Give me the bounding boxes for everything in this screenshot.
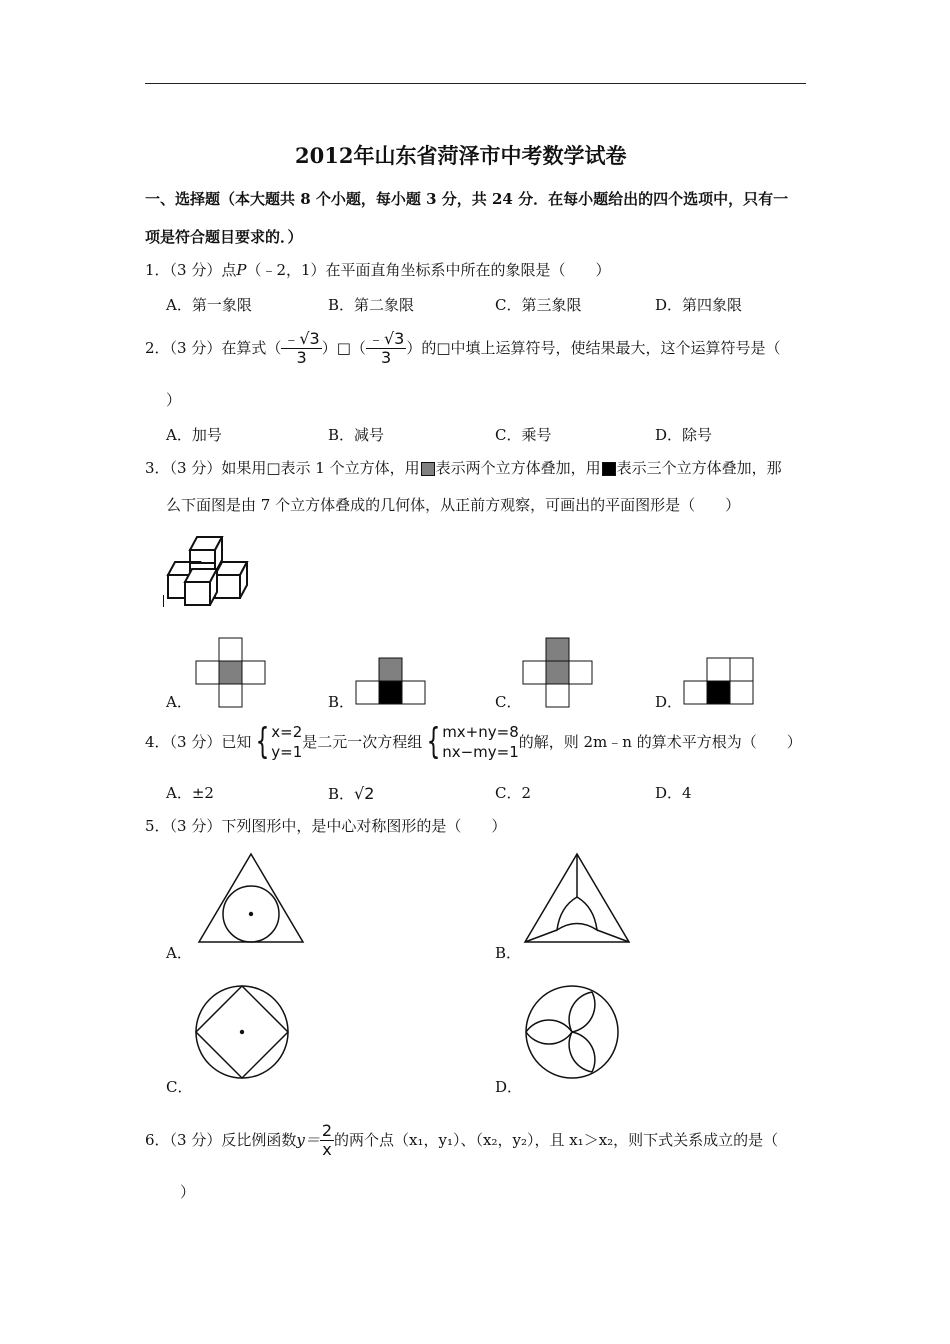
q2-mid: ）□（ <box>321 338 366 357</box>
q6-prefix: 6．（3 分）反比例函数 <box>145 1130 297 1149</box>
q2-option-d: D．除号 <box>655 426 713 444</box>
q6-func-lhs: y＝ <box>296 1130 320 1149</box>
section-heading-line2: 项是符合题目要求的．） <box>145 228 303 246</box>
q4-option-d: D．4 <box>655 784 692 802</box>
q4-option-c: C．2 <box>495 784 532 802</box>
q1-option-b: B．第二象限 <box>328 296 415 314</box>
gray-square-icon <box>421 462 435 476</box>
q2-option-a: A．加号 <box>166 426 222 444</box>
q3-cube-figure <box>160 525 255 610</box>
question-3 <box>145 461 782 476</box>
q4-option-a: A．±2 <box>166 784 214 802</box>
question-6 <box>145 1122 778 1158</box>
question-1 <box>145 263 611 278</box>
q2-suffix: ）的□中填上运算符号，使结果最大，这个运算符号是（ <box>406 338 781 357</box>
q1-prefix: 1．（3 分）点 <box>145 261 237 279</box>
q5-option-d-label: D． <box>495 1078 523 1096</box>
q3-line1a: 3．（3 分）如果用□表示 1 个立方体，用 <box>145 459 420 477</box>
q5-option-d-figure <box>524 984 620 1080</box>
q3-option-d-figure <box>684 658 754 708</box>
q3-line1c: 表示三个立方体叠加，那 <box>616 459 782 477</box>
q4-suffix: 的解，则 2m﹣n 的算术平方根为（ ） <box>518 732 802 751</box>
q3-option-a-label: A． <box>166 693 192 711</box>
page-title: 2012年山东省菏泽市中考数学试卷 <box>295 143 627 168</box>
q3-option-c-figure <box>523 638 593 708</box>
q2-option-b: B．减号 <box>328 426 385 444</box>
q1-option-d: D．第四象限 <box>655 296 743 314</box>
q2-fraction-2: $\frac{﹣√3}{3}$ <box>367 329 405 367</box>
q1-option-a: A．第一象限 <box>166 296 252 314</box>
q5-option-b-figure <box>522 852 632 944</box>
q4-option-b-math: √2 <box>354 784 375 803</box>
q4-prefix: 4．（3 分）已知 <box>145 732 252 751</box>
q6-line2: ） <box>180 1183 196 1201</box>
q5-option-c-label: C． <box>166 1078 193 1096</box>
question-2 <box>145 330 781 366</box>
q4-equation-system: { mx+ny=8 nx−my=1 <box>426 721 519 763</box>
q3-option-b-figure <box>356 658 426 708</box>
q2-prefix: 2．（3 分）在算式（ <box>145 338 282 357</box>
q5-option-b-label: B． <box>495 944 522 962</box>
black-square-icon <box>602 462 616 476</box>
q1-text: （﹣2，1）在平面直角坐标系中所在的象限是（ ） <box>246 261 611 279</box>
q5-option-a-label: A． <box>166 944 192 962</box>
q3-option-b-label: B． <box>328 693 355 711</box>
q6-suffix: 的两个点（x₁，y₁）、（x₂，y₂），且 x₁＞x₂，则下式关系成立的是（ <box>334 1130 779 1149</box>
q3-option-a-figure <box>196 638 266 708</box>
q5-option-a-figure <box>196 852 306 944</box>
left-brace-icon: { <box>255 721 270 763</box>
q2-line2: ） <box>166 391 182 409</box>
q5-option-c-figure <box>194 984 290 1080</box>
q1-var: P <box>236 261 247 279</box>
q4-solution-system: { x=2 y=1 <box>255 721 303 763</box>
question-4 <box>145 722 802 763</box>
q2-fraction-1: $\frac{﹣√3}{3}$ <box>283 329 320 367</box>
section-heading-line1: 一、选择题（本大题共 8 个小题，每小题 3 分，共 24 分．在每小题给出的四个选项中，只有一 <box>145 190 789 208</box>
q1-option-c: C．第三象限 <box>495 296 582 314</box>
q3-option-d-label: D． <box>655 693 683 711</box>
q2-option-c: C．乘号 <box>495 426 552 444</box>
q4-mid: 是二元一次方程组 <box>302 732 423 751</box>
q3-option-c-label: C． <box>495 693 522 711</box>
question-5: 5．（3 分）下列图形中，是中心对称图形的是（ ） <box>145 817 507 835</box>
q4-option-b: B．√2 <box>328 784 375 803</box>
q6-fraction: $\frac{2}{x}$ <box>321 1121 333 1159</box>
top-rule <box>145 83 806 84</box>
left-brace-icon: { <box>426 721 441 763</box>
q3-line2: 么下面图是由 7 个立方体叠成的几何体，从正前方观察，可画出的平面图形是（ ） <box>166 496 741 514</box>
q3-line1b: 表示两个立方体叠加，用 <box>435 459 601 477</box>
